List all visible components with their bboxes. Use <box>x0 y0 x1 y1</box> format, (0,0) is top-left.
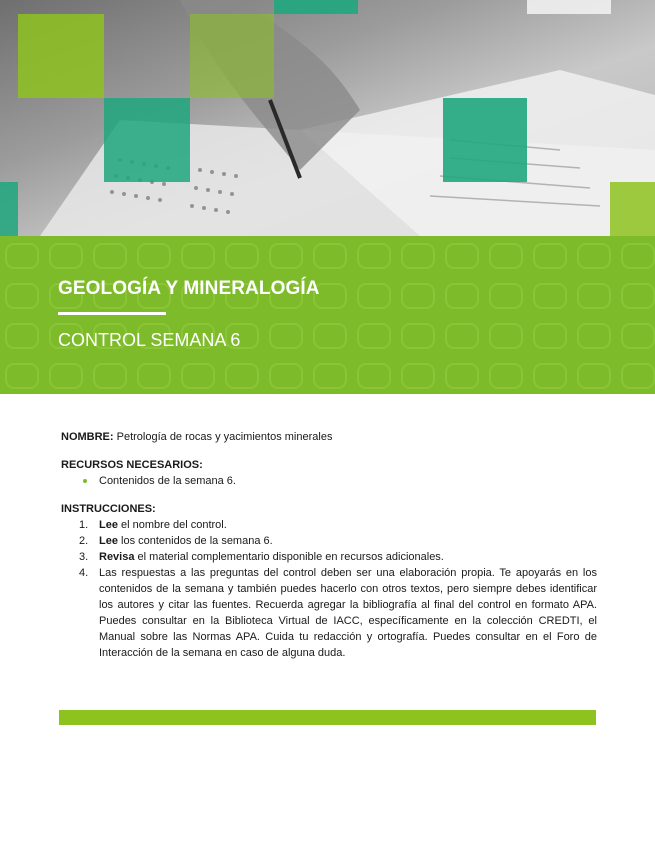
step-text: los contenidos de la semana 6. <box>117 535 273 547</box>
decor-square <box>104 98 190 182</box>
step-number: 4. <box>79 567 89 579</box>
decor-square <box>18 14 104 98</box>
decor-square <box>610 182 655 236</box>
header-photo <box>0 0 655 236</box>
nombre-label: NOMBRE: <box>61 431 114 443</box>
step-verb: Lee <box>99 535 118 547</box>
step-number: 3. <box>79 551 89 563</box>
title-divider <box>58 312 166 315</box>
nombre-value: Petrología de rocas y yacimientos minerales <box>113 431 333 443</box>
step-text: Las respuestas a las preguntas del control deben ser una elaboración propia. Te apoyarás en los contenidos de la semana y también puedes hacerlo con otros textos, pero siempre debes identificar los autores y citar las fuentes. Recuerda agregar la bibliografía al final del control en formato APA. Puedes consultar en la Biblioteca Virtual de IACC, específicamente en la colección CREDTI, el Manual sobre las Normas APA. Cuida tu redacción y ortografía. Puedes consultar en el Foro de Interacción de la semana en caso de alguna duda. <box>99 567 597 659</box>
decor-square <box>0 182 18 236</box>
recursos-label: RECURSOS NECESARIOS: <box>61 459 203 471</box>
title-band <box>0 236 655 394</box>
course-title: GEOLOGÍA Y MINERALOGÍA <box>58 278 320 299</box>
instrucciones-list <box>61 517 597 661</box>
list-item: Contenidos de la semana 6. <box>83 473 597 489</box>
decor-square <box>527 0 611 14</box>
step-text: el material complementario disponible en recursos adicionales. <box>134 551 444 563</box>
list-item <box>61 549 597 565</box>
instrucciones-section <box>61 501 597 661</box>
step-verb: Revisa <box>99 551 135 563</box>
footer-bar <box>59 710 596 725</box>
recursos-section <box>61 457 597 489</box>
step-verb: Lee <box>99 519 118 531</box>
list-item <box>61 533 597 549</box>
list-item <box>61 517 597 533</box>
document-body <box>61 429 597 661</box>
step-number: 2. <box>79 535 89 547</box>
instrucciones-label: INSTRUCCIONES: <box>61 503 156 515</box>
step-text: el nombre del control. <box>117 519 227 531</box>
decor-square <box>443 98 527 182</box>
decor-square <box>274 0 358 14</box>
control-title: CONTROL SEMANA 6 <box>58 330 241 350</box>
nombre-line <box>61 429 597 445</box>
band-pattern <box>0 236 655 394</box>
recursos-list <box>61 473 597 489</box>
list-item <box>61 565 597 661</box>
step-number: 1. <box>79 519 89 531</box>
decor-square <box>190 14 274 98</box>
